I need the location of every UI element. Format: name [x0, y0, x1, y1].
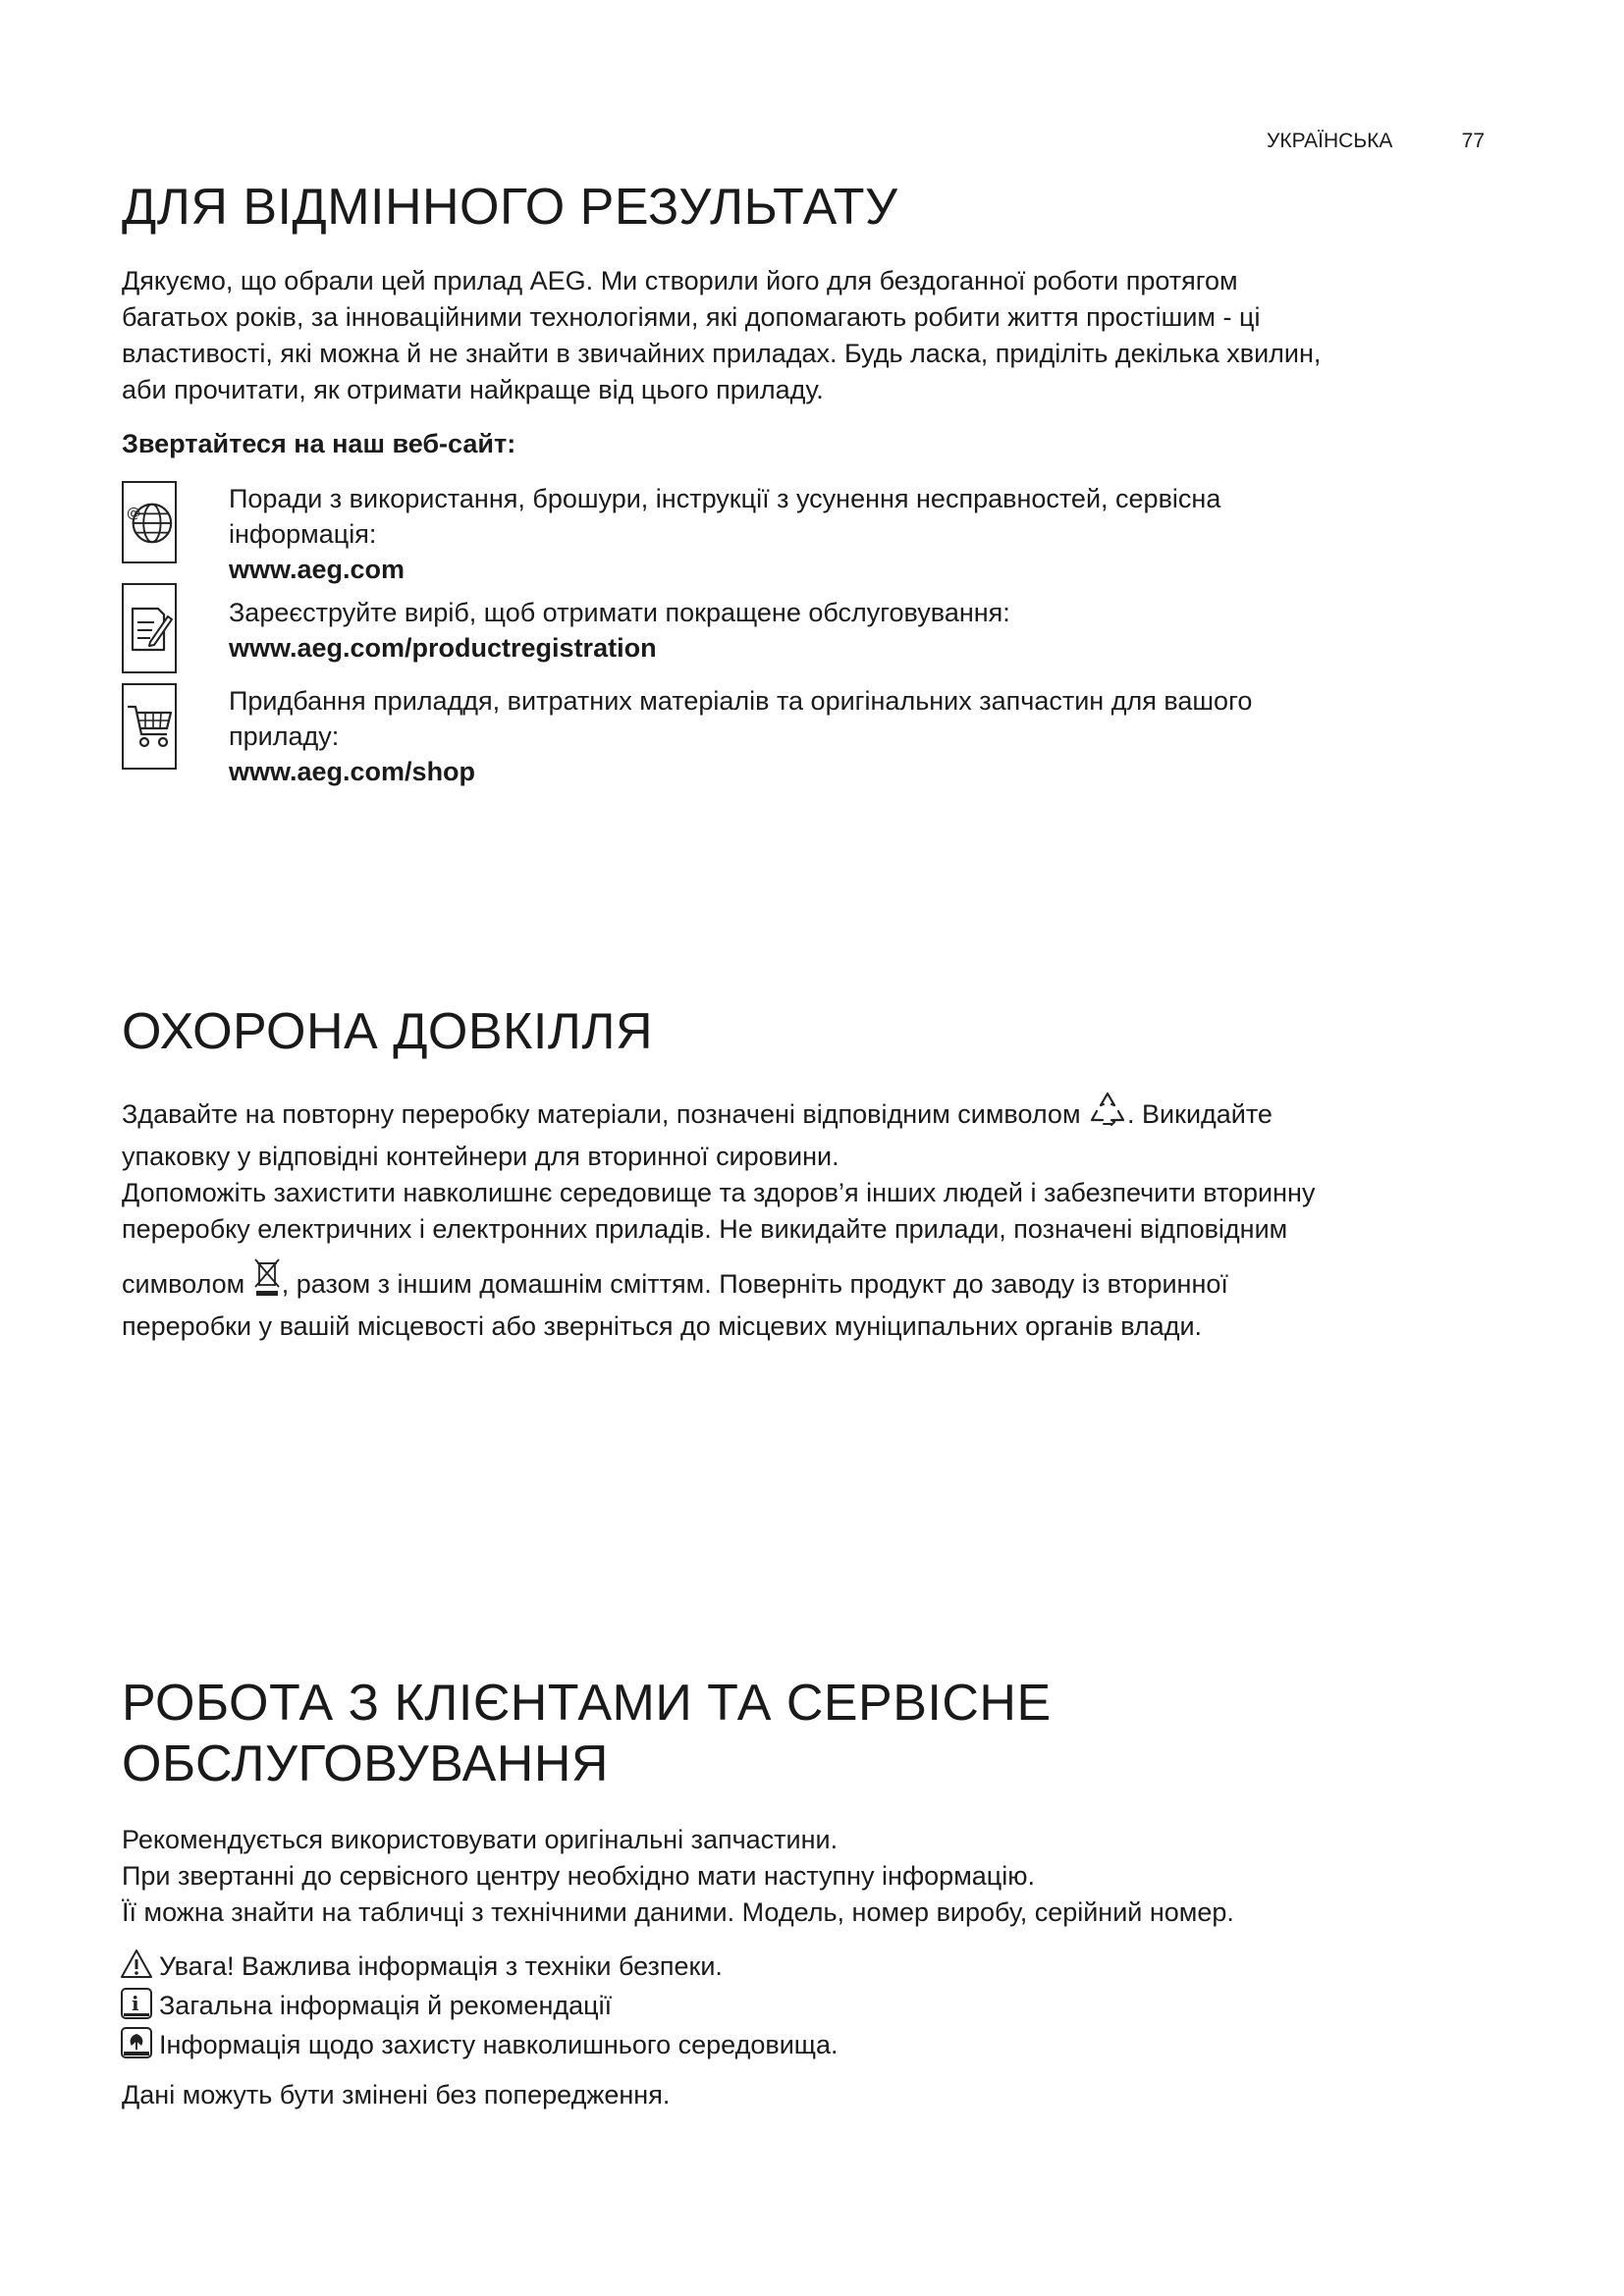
info-icon	[120, 1987, 153, 2020]
aeg-shop-link[interactable]: www.aeg.com/shop	[229, 757, 476, 786]
service-paragraph	[122, 1822, 1496, 1931]
legend-info: i Загальна інформація й рекомендації	[120, 1987, 612, 2023]
environment-icon	[120, 2026, 153, 2059]
language-label: УКРАЇНСЬКА	[1267, 130, 1393, 152]
row-description: приладу:	[229, 721, 340, 751]
section-title-best-results: ДЛЯ ВІДМІННОГО РЕЗУЛЬТАТУ	[122, 179, 898, 236]
warning-icon	[120, 1948, 153, 1981]
environment-line: Здавайте на повторну переробку матеріали, позначені відповідним символом . Викидайте	[122, 1090, 1496, 1139]
section-title-environment: ОХОРОНА ДОВКІЛЛЯ	[122, 1003, 654, 1060]
legend-warning: Увага! Важлива інформація з техніки безпеки.	[120, 1948, 723, 1984]
row-description: Зареєструйте виріб, щоб отримати покращене обслуговування:	[229, 598, 1010, 627]
row-description: Придбання приладдя, витратних матеріалів та оригінальних запчастин для вашого	[229, 686, 1253, 716]
svg-text:@: @	[126, 506, 141, 522]
shopping-cart-icon	[122, 683, 177, 770]
intro-line: аби прочитати, як отримати найкраще від цього приладу.	[122, 375, 824, 404]
svg-text:i: i	[132, 1992, 139, 2015]
service-line: Рекомендується використовувати оригінальні запчастини.	[122, 1825, 839, 1854]
footer-note: Дані можуть бути змінені без попередження.	[122, 2080, 671, 2109]
title-line: ОБСЛУГОВУВАННЯ	[122, 1735, 609, 1792]
product-registration-link[interactable]: www.aeg.com/productregistration	[229, 633, 657, 663]
row-description: Поради з використання, брошури, інструкції з усунення несправностей, сервісна	[229, 484, 1221, 513]
page-number: 77	[1461, 130, 1485, 152]
row-description: інформація:	[229, 519, 377, 549]
intro-line: властивості, які можна й не знайти в звичайних приладах. Будь ласка, приділіть декілька хвилин,	[122, 339, 1322, 368]
website-row-text	[229, 481, 1505, 587]
environment-line: символом , разом з іншим домашнім сміттям. Поверніть продукт до заводу із вторинної	[122, 1257, 1496, 1308]
environment-line: Допоможіть захистити навколишнє середовище та здоров’я інших людей і забезпечити вторинну	[122, 1178, 1316, 1207]
intro-line: Дякуємо, що обрали цей прилад AEG. Ми створили його для бездоганної роботи протягом	[122, 266, 1238, 295]
aeg-website-link[interactable]: www.aeg.com	[229, 555, 406, 584]
website-row-text	[229, 595, 1505, 666]
environment-line: переробки у вашій місцевості або зверніться до місцевих муніципальних органів влади.	[122, 1311, 1203, 1341]
section-title-customer-service	[122, 1673, 1052, 1794]
environment-paragraph	[122, 1090, 1496, 1345]
notepad-icon	[122, 583, 177, 673]
title-line: РОБОТА З КЛІЄНТАМИ ТА СЕРВІСНЕ	[122, 1675, 1052, 1732]
service-line: Її можна знайти на табличці з технічними даними. Модель, номер виробу, серійний номер.	[122, 1897, 1234, 1927]
crossed-bin-icon	[252, 1257, 282, 1308]
website-heading: Звертайтеся на наш веб-сайт:	[122, 429, 516, 458]
intro-line: багатьох років, за інноваційними технологіями, які допомагають робити життя простішим - ці	[122, 302, 1261, 332]
environment-line: упаковку у відповідні контейнери для вторинної сировини.	[122, 1142, 839, 1171]
website-row-text	[229, 683, 1505, 789]
globe-icon	[122, 481, 177, 563]
environment-line: переробку електричних і електронних приладів. Не викидайте прилади, позначені відповідним	[122, 1214, 1288, 1244]
service-line: При звертанні до сервісного центру необхідно мати наступну інформацію.	[122, 1861, 1035, 1891]
legend-environment: Інформація щодо захисту навколишнього середовища.	[120, 2026, 839, 2062]
intro-paragraph	[122, 263, 1496, 408]
recycle-icon	[1088, 1090, 1127, 1139]
